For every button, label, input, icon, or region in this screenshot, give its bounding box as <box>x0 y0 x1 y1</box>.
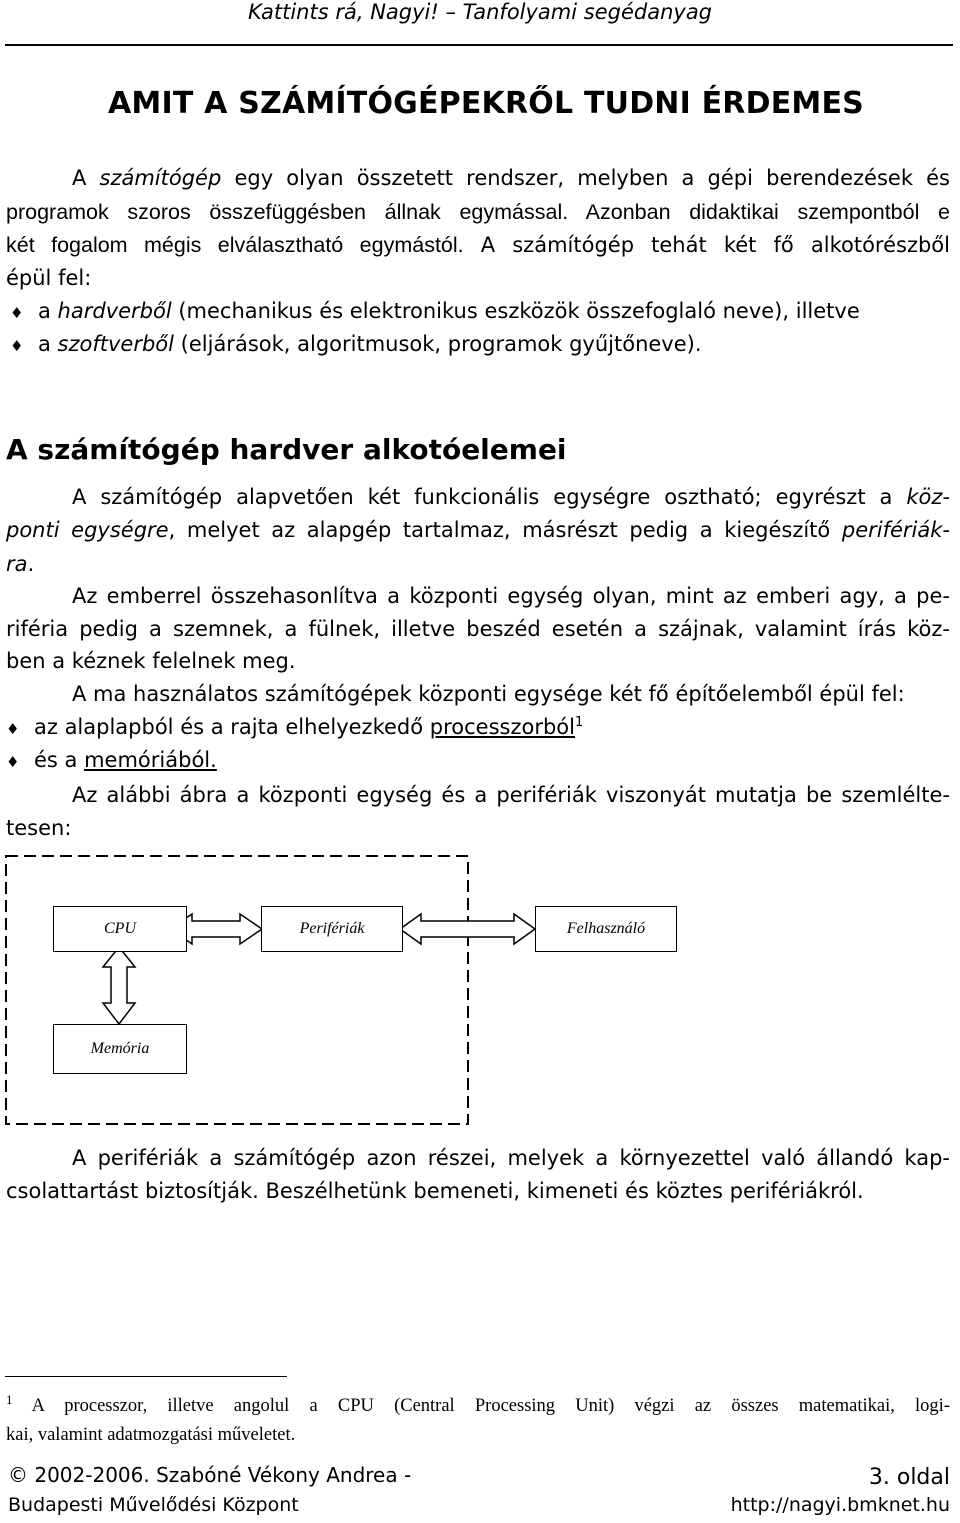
intro-text: A <box>72 166 100 190</box>
bullet-text: az alaplapból és a rajta elhelyezkedő <box>34 715 430 739</box>
section-p2-line-1 <box>6 580 950 614</box>
intro-line-4: épül fel: <box>6 266 92 290</box>
closing-line-1 <box>6 1142 950 1176</box>
p1-text: A számítógép alapvetően két funkcionális egységre osztható; egyrészt a <box>72 485 907 509</box>
intro-text: A számítógép tehát két fő alkotórészből <box>463 233 950 257</box>
p2-text: Az emberrel összehasonlítva a központi egység olyan, mint az emberi agy, a pe- <box>72 584 950 608</box>
bullet-text: és a <box>34 748 85 772</box>
bullet-text: (eljárások, algoritmusok, programok gyűjtőneve). <box>173 332 702 356</box>
footer-url[interactable]: http://nagyi.bmknet.hu <box>730 1494 950 1516</box>
term-peripherals: perifériák- <box>841 518 950 542</box>
running-header: Kattints rá, Nagyi! – Tanfolyami segédanyag <box>247 0 713 24</box>
section-p3-line-1: A ma használatos számítógépek központi egysége két fő építőelemből épül fel: <box>72 682 905 706</box>
section-p2-line-3: ben a kéznek felelnek meg. <box>6 649 296 673</box>
intro-bullet-hardware <box>10 295 860 331</box>
felhasznalo-box: Felhasználó <box>535 906 677 952</box>
cpu-bullet <box>6 711 583 747</box>
bullet-text: a <box>38 299 58 323</box>
footnote-line-2: kai, valamint adatmozgatási műveletet. <box>6 1425 296 1445</box>
bullet-text: (mechanikus és elektronikus eszközök összefoglaló neve), illetve <box>171 299 860 323</box>
memoria-box: Memória <box>53 1024 187 1074</box>
footnote-text: A processzor, illetve angolul a CPU (Central Processing Unit) végzi az összes matematikai, logi- <box>31 1396 950 1417</box>
intro-line-3 <box>6 229 950 263</box>
section-p1-line-3 <box>6 548 34 582</box>
page-title: AMIT A SZÁMÍTÓGÉPEKRŐL TUDNI ÉRDEMES <box>108 86 864 121</box>
p1-term: ra <box>6 552 28 576</box>
intro-bullet-software <box>10 328 702 364</box>
term-processor: processzorból <box>429 715 575 739</box>
footnote-number: 1 <box>6 1392 13 1407</box>
diamond-bullet-icon: ♦ <box>10 337 24 355</box>
diamond-bullet-icon: ♦ <box>6 720 20 738</box>
p1-term: köz- <box>906 485 950 509</box>
intro-term-computer: számítógép <box>99 166 222 190</box>
term-central-unit: ponti egységre <box>6 518 169 542</box>
footnote-rule <box>5 1376 287 1377</box>
footer-copyright: © 2002-2006. Szabóné Vékony Andrea - <box>8 1463 412 1487</box>
section-p4-line-1 <box>6 779 950 813</box>
diamond-bullet-icon: ♦ <box>10 304 24 322</box>
p4-text: Az alábbi ábra a központi egység és a perifériák viszonyát mutatja be szemlélte- <box>72 783 950 807</box>
central-unit-dashed-border <box>6 856 468 1124</box>
arrow-cpu-memoria <box>103 947 135 1024</box>
closing-text: A perifériák a számítógép azon részei, melyek a környezettel való állandó kap- <box>72 1146 950 1170</box>
p1-text: , melyet az alapgép tartalmaz, másrészt pedig a kiegészítő <box>168 518 842 542</box>
diamond-bullet-icon: ♦ <box>6 753 20 771</box>
cpu-box: CPU <box>53 906 187 952</box>
term-software: szoftverből <box>57 332 174 356</box>
header-rule <box>5 44 953 46</box>
section-title: A számítógép hardver alkotóelemei <box>6 433 567 466</box>
intro-line-1 <box>6 162 950 196</box>
footer-page-number: 3. oldal <box>868 1465 950 1490</box>
p1-text: . <box>27 552 35 576</box>
section-p1-line-1 <box>6 481 950 515</box>
term-hardware: hardverből <box>57 299 172 323</box>
footer-organization: Budapesti Művelődési Központ <box>8 1494 299 1516</box>
footnote-line-1 <box>6 1392 950 1417</box>
diagram <box>0 850 960 1135</box>
section-p2-line-2: riféria pedig a szemnek, a fülnek, illetve beszéd esetén a szájnak, valamint írás köz- <box>6 617 950 641</box>
intro-text: két fogalom mégis elválasztható egymástól. <box>6 233 464 257</box>
bullet-text: a <box>38 332 58 356</box>
memory-bullet <box>6 744 217 780</box>
periferiak-box: Perifériák <box>261 906 403 952</box>
term-memory: memóriából. <box>84 748 217 772</box>
closing-line-2: csolattartást biztosítják. Beszélhetünk bemeneti, kimeneti és köztes perifériákról. <box>6 1179 864 1203</box>
footnote-ref[interactable]: 1 <box>574 715 584 730</box>
intro-text: egy olyan összetett rendszer, melyben a gépi berendezések és <box>221 166 950 190</box>
section-p4-line-2: tesen: <box>6 816 72 840</box>
intro-line-2: programok szoros összefüggésben állnak egymással. Azonban didaktikai szempontból e <box>6 200 950 224</box>
diagram-lines <box>0 850 960 1135</box>
section-p1-line-2 <box>6 514 950 548</box>
